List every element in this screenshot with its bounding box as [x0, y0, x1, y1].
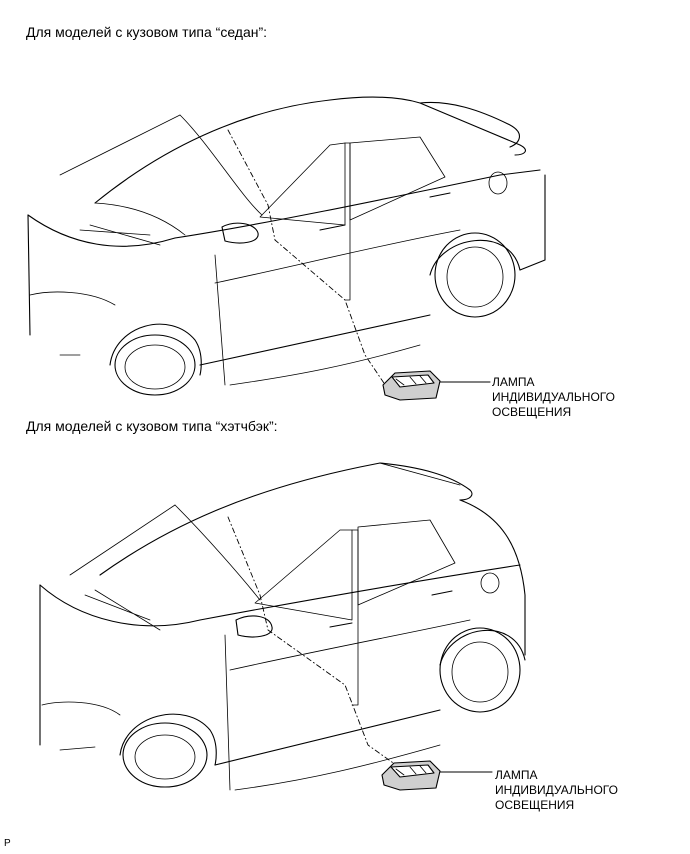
callout-line: ОСВЕЩЕНИЯ [492, 405, 572, 419]
sedan-callout-label [492, 375, 615, 420]
wiper [85, 590, 160, 630]
hatchback-heading: Для моделей с кузовом типа “хэтчбэк”: [26, 418, 278, 434]
wiper [80, 225, 160, 245]
callout-line: ЛАМПА [495, 768, 538, 782]
sedan-heading: Для моделей с кузовом типа “седан”: [26, 24, 268, 40]
footer-mark: P [4, 838, 11, 849]
personal-lamp-hatchback [382, 761, 440, 790]
hatchback-callout-label [495, 768, 618, 813]
side-mirror [222, 223, 258, 243]
callout-line: ЛАМПА [492, 375, 535, 389]
personal-lamp-sedan [383, 371, 440, 400]
callout-line: ИНДИВИДУАЛЬНОГО [495, 783, 618, 797]
callout-line: ИНДИВИДУАЛЬНОГО [492, 390, 615, 404]
callout-line: ОСВЕЩЕНИЯ [495, 798, 575, 812]
side-mirror [236, 616, 272, 637]
